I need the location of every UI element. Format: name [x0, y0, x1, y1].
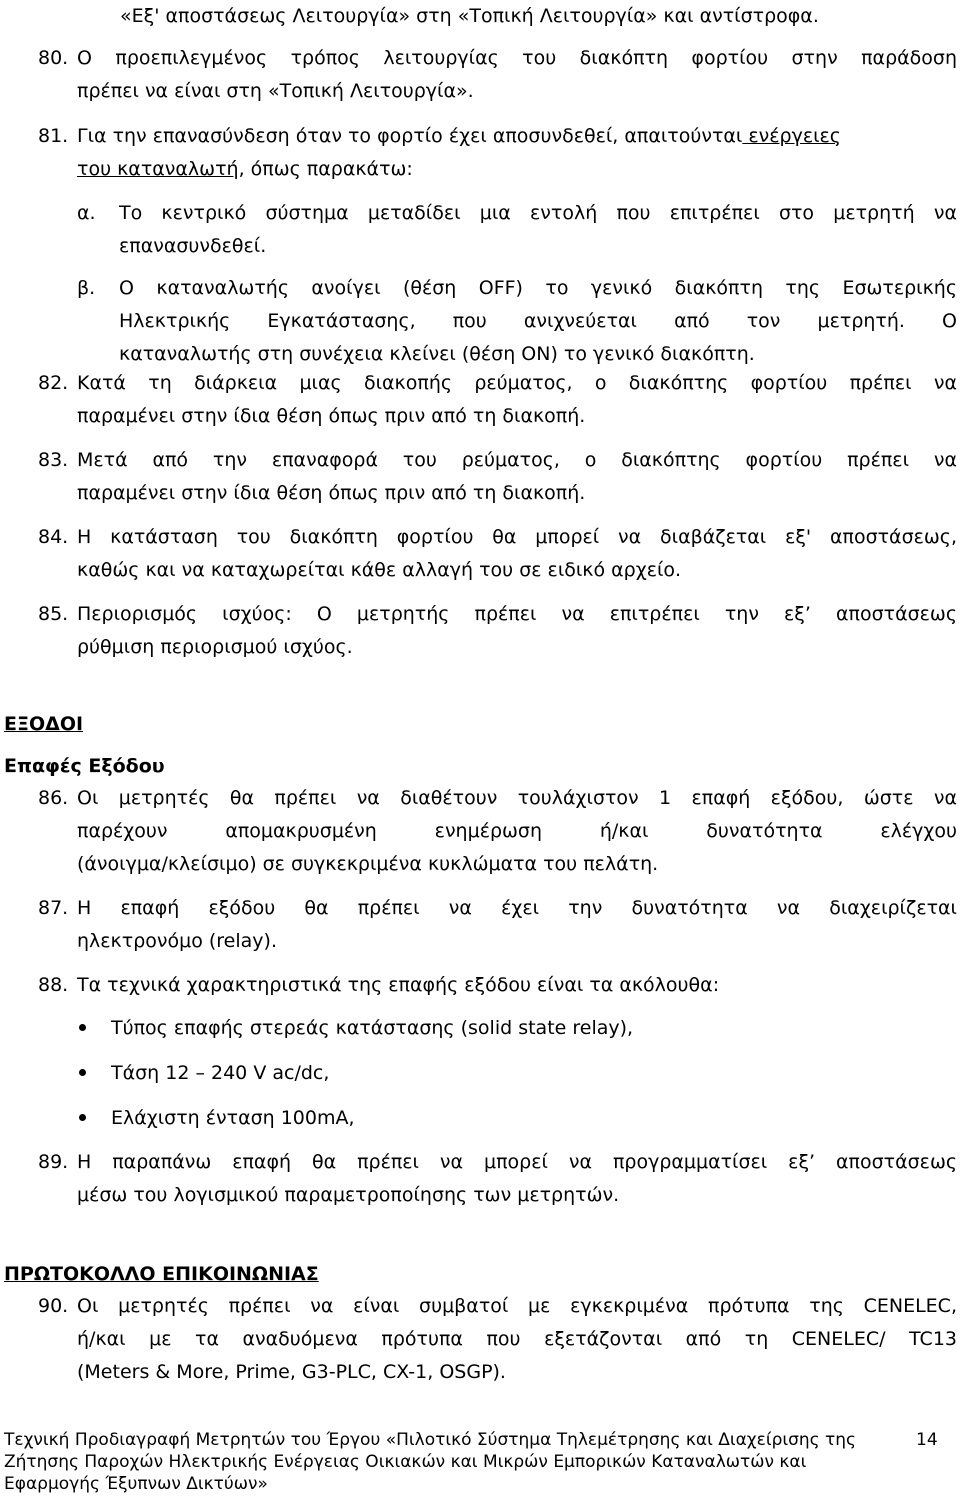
text-run: Για την επανασύνδεση όταν το φορτίο έχει αποσυνδεθεί, απαιτούνται [77, 125, 743, 147]
paragraph-line: καθώς και να καταχωρείται κάθε αλλαγή του σε ειδικό αρχείο. [77, 559, 682, 581]
footer-line: Τεχνική Προδιαγραφή Μετρητών του Έργου «Πιλοτικό Σύστημα Τηλεμέτρησης και Διαχείρισης της [4, 1430, 857, 1450]
paragraph-line: «Εξ' αποστάσεως Λειτουργία» στη «Τοπική Λειτουργία» και αντίστροφα. [120, 5, 819, 27]
paragraph-line: παραμένει στην ίδια θέση όπως πριν από τη διακοπή. [77, 482, 586, 504]
paragraph-line: Οι μετρητές θα πρέπει να διαθέτουν τουλάχιστον 1 επαφή εξόδου, ώστε να [77, 787, 957, 809]
footer-line: Ζήτησης Παροχών Ηλεκτρικής Ενέργειας Οικιακών και Μικρών Εμπορικών Καταναλωτών και [4, 1452, 807, 1472]
paragraph-line: παρέχουν απομακρυσμένη ενημέρωση ή/και δυνατότητα ελέγχου [77, 820, 957, 842]
bullet-text: Τάση 12 – 240 V ac/dc, [111, 1062, 330, 1084]
paragraph-line: Η επαφή εξόδου θα πρέπει να έχει την δυνατότητα να διαχειρίζεται [77, 897, 957, 919]
paragraph-line: Ηλεκτρικής Εγκατάστασης, που ανιχνεύεται από τον μετρητή. Ο [119, 310, 957, 332]
paragraph-line: (Meters & More, Prime, G3-PLC, CX-1, OSGP). [77, 1361, 506, 1383]
paragraph-line: ή/και με τα αναδυόμενα πρότυπα που εξετάζονται από τη CENELEC/ TC13 [77, 1328, 957, 1350]
item-number: 82. [38, 372, 69, 394]
paragraph-line: Η παραπάνω επαφή θα πρέπει να μπορεί να προγραμματίσει εξ’ αποστάσεως [77, 1151, 957, 1173]
paragraph-line: πρέπει να είναι στη «Τοπική Λειτουργία». [77, 80, 474, 102]
bullet-icon [79, 1114, 86, 1121]
item-number: 90. [38, 1295, 69, 1317]
section-subtitle: Επαφές Εξόδου [4, 755, 165, 777]
paragraph-line: Κατά τη διάρκεια μιας διακοπής ρεύματος, ο διακόπτης φορτίου πρέπει να [77, 372, 957, 394]
subitem-marker: α. [77, 202, 96, 224]
item-number: 89. [38, 1151, 69, 1173]
bullet-text: Τύπος επαφής στερεάς κατάστασης (solid state relay), [111, 1017, 634, 1039]
bullet-text: Ελάχιστη ένταση 100mA, [111, 1107, 355, 1129]
paragraph-line: ηλεκτρονόμο (relay). [77, 930, 277, 952]
item-number: 80. [38, 47, 69, 69]
underlined-text: του καταναλωτή [77, 158, 239, 180]
paragraph-line: καταναλωτής στη συνέχεια κλείνει (θέση ON) το γενικό διακόπτη. [119, 343, 755, 365]
paragraph-line: Περιορισμός ισχύος: Ο μετρητής πρέπει να επιτρέπει την εξ’ αποστάσεως [77, 603, 957, 625]
item-number: 84. [38, 526, 69, 548]
paragraph-line: παραμένει στην ίδια θέση όπως πριν από τη διακοπή. [77, 405, 586, 427]
paragraph-line [77, 124, 957, 148]
item-number: 81. [38, 125, 69, 147]
section-title: ΠΡΩΤΟΚΟΛΛΟ ΕΠΙΚΟΙΝΩΝΙΑΣ [4, 1263, 319, 1285]
item-number: 87. [38, 897, 69, 919]
paragraph-line: Μετά από την επαναφορά του ρεύματος, ο διακόπτης φορτίου πρέπει να [77, 449, 957, 471]
item-number: 88. [38, 974, 69, 996]
paragraph-line: (άνοιγμα/κλείσιμο) σε συγκεκριμένα κυκλώματα του πελάτη. [77, 853, 659, 875]
section-title: ΕΞΟΔΟΙ [4, 713, 84, 735]
footer-line: Εφαρμογής Έξυπνων Δικτύων» [4, 1474, 268, 1494]
bullet-icon [79, 1024, 86, 1031]
paragraph-line: Ο προεπιλεγμένος τρόπος λειτουργίας του διακόπτη φορτίου στην παράδοση [77, 47, 957, 69]
paragraph-line: επανασυνδεθεί. [119, 235, 267, 257]
text-run: , όπως παρακάτω: [238, 158, 413, 180]
paragraph-line: Η κατάσταση του διακόπτη φορτίου θα μπορεί να διαβάζεται εξ' αποστάσεως, [77, 526, 957, 548]
page-number: 14 [916, 1430, 938, 1450]
subitem-marker: β. [77, 277, 96, 299]
item-number: 85. [38, 603, 69, 625]
paragraph-line: Ο καταναλωτής ανοίγει (θέση OFF) το γενικό διακόπτη της Εσωτερικής [119, 277, 957, 299]
paragraph-line: μέσω του λογισμικού παραμετροποίησης των μετρητών. [77, 1184, 620, 1206]
paragraph-line: Οι μετρητές πρέπει να είναι συμβατοί με εγκεκριμένα πρότυπα της CENELEC, [77, 1295, 957, 1317]
item-number: 86. [38, 787, 69, 809]
paragraph-line: ρύθμιση περιορισμού ισχύος. [77, 636, 353, 658]
bullet-icon [79, 1069, 86, 1076]
item-number: 83. [38, 449, 69, 471]
paragraph-line: Τα τεχνικά χαρακτηριστικά της επαφής εξόδου είναι τα ακόλουθα: [77, 974, 720, 996]
paragraph-line: Το κεντρικό σύστημα μεταδίδει μια εντολή που επιτρέπει στο μετρητή να [119, 202, 957, 224]
paragraph-line [77, 157, 413, 181]
underlined-text: ενέργειες [742, 125, 841, 147]
